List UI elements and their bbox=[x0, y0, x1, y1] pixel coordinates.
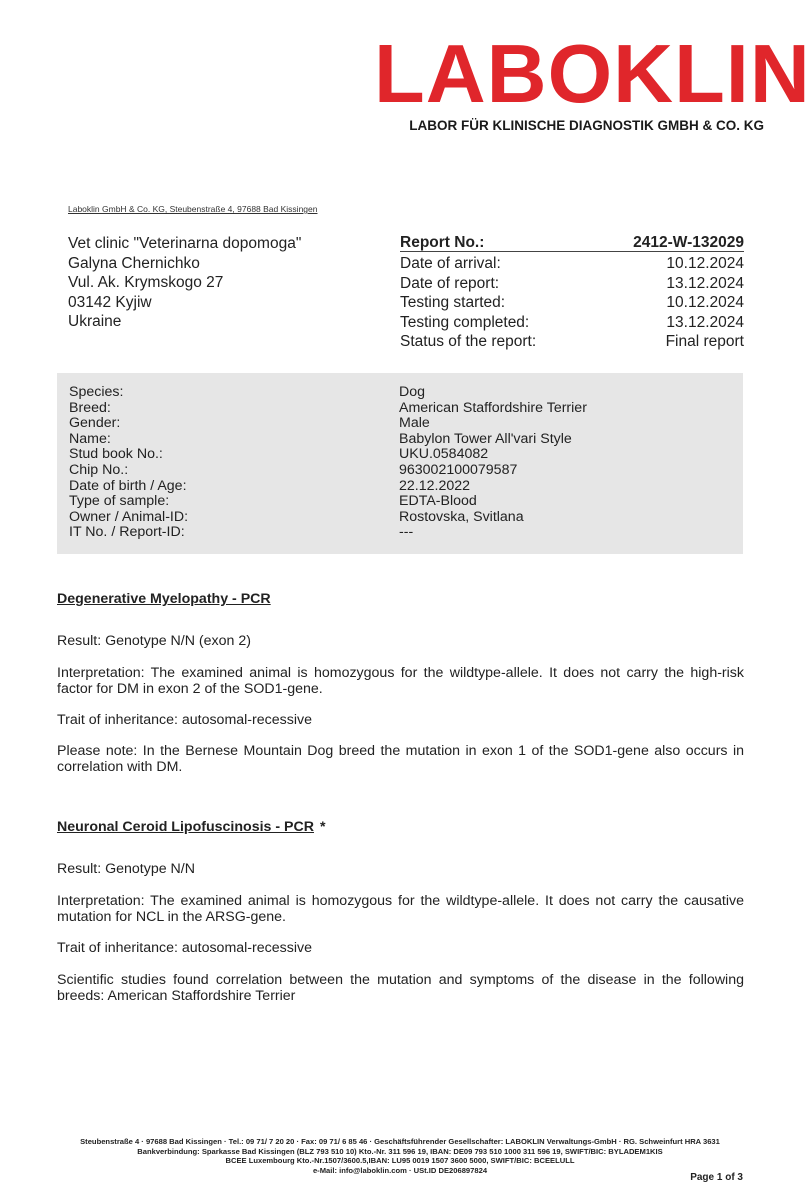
meta-row bbox=[400, 254, 744, 274]
animal-value: 22.12.2022 bbox=[399, 477, 471, 494]
footer-line: BCEE Luxembourg Kto.-Nr.1507/3600.5,IBAN: LU95 0019 1507 3600 5000, SWIFT/BIC: BCEELULL bbox=[225, 1156, 575, 1166]
footer-line: e-Mail: info@laboklin.com · USt.ID DE206897824 bbox=[312, 1165, 488, 1175]
recipient-line: Vet clinic "Veterinarna dopomoga" bbox=[68, 235, 302, 252]
meta-label: Status of the report: bbox=[400, 333, 537, 350]
test-title: Degenerative Myelopathy - PCR bbox=[57, 591, 271, 607]
animal-value: 963002100079587 bbox=[399, 462, 518, 478]
interpretation-text: Interpretation: The examined animal is homozygous for the wildtype-allele. It does not carry the causative mutation for NCL in the ARSG-gene. bbox=[57, 893, 744, 925]
page-number: Page 1 of 3 bbox=[690, 1172, 743, 1183]
laboklin-logo: LABOKLIN bbox=[374, 27, 811, 120]
recipient-line: Ukraine bbox=[68, 313, 122, 330]
animal-value: Babylon Tower All'vari Style bbox=[399, 430, 572, 447]
animal-label: Stud book No.: bbox=[69, 446, 163, 463]
meta-value: 13.12.2024 bbox=[666, 313, 744, 331]
recipient-line: 03142 Kyjiw bbox=[68, 293, 152, 311]
animal-label: Type of sample: bbox=[69, 493, 170, 510]
recipient-address bbox=[68, 234, 368, 332]
result-text: Result: Genotype N/N bbox=[57, 861, 195, 877]
test-title: Neuronal Ceroid Lipofuscinosis - PCR bbox=[57, 819, 314, 835]
animal-value: American Staffordshire Terrier bbox=[399, 399, 587, 416]
animal-label: Gender: bbox=[69, 415, 121, 432]
report-metadata bbox=[400, 234, 744, 352]
test-inheritance bbox=[57, 712, 744, 728]
inheritance-text: Trait of inheritance: autosomal-recessive bbox=[57, 940, 312, 956]
meta-label: Date of report: bbox=[400, 274, 500, 292]
animal-value: Dog bbox=[399, 384, 426, 400]
animal-label: Species: bbox=[69, 384, 124, 400]
recipient-line: Galyna Chernichko bbox=[68, 254, 200, 272]
meta-row bbox=[400, 332, 744, 352]
test-note bbox=[57, 743, 744, 775]
test-result bbox=[57, 861, 744, 877]
footer-line: Steubenstraße 4 · 97688 Bad Kissingen · Tel.: 09 71/ 7 20 20 · Fax: 09 71/ 6 85 46 · Geschäftsführender Gesellschafter: LABOKLIN Verwaltungs-GmbH · RG. Schweinfurt HRA 3631 bbox=[80, 1137, 720, 1146]
meta-row bbox=[400, 274, 744, 294]
meta-value: 13.12.2024 bbox=[666, 274, 744, 292]
meta-row bbox=[400, 313, 744, 333]
logo-subtitle: LABOR FÜR KLINISCHE DIAGNOSTIK GMBH & CO. KG bbox=[409, 118, 764, 133]
page-footer bbox=[0, 1137, 800, 1175]
report-number-row bbox=[400, 234, 744, 252]
meta-value: Final report bbox=[665, 333, 744, 350]
recipient-line: Vul. Ak. Krymskogo 27 bbox=[68, 274, 224, 291]
interpretation-text: Interpretation: The examined animal is homozygous for the wildtype-allele. It does not carry the high-risk factor for DM in exon 2 of the SOD1-gene. bbox=[57, 665, 744, 697]
footer-line: Bankverbindung: Sparkasse Bad Kissingen (BLZ 793 510 10) Kto.-Nr. 311 596 19, IBAN: DE09 793 510 1000 311 596 19, SWIFT/BIC: BYLADEM1KIS bbox=[137, 1146, 663, 1156]
animal-value: EDTA-Blood bbox=[399, 493, 477, 510]
accreditation-star: * bbox=[319, 819, 326, 835]
meta-label: Date of arrival: bbox=[400, 255, 501, 272]
note-text: Scientific studies found correlation between the mutation and symptoms of the disease in the following breeds: American Staffordshire Terrier bbox=[57, 972, 744, 1004]
animal-label: Name: bbox=[69, 430, 111, 447]
test-interpretation bbox=[57, 665, 744, 697]
animal-value: Male bbox=[399, 415, 430, 432]
animal-label: Breed: bbox=[69, 399, 111, 416]
animal-label: Owner / Animal-ID: bbox=[69, 508, 189, 525]
test-result bbox=[57, 633, 744, 649]
test-note bbox=[57, 972, 744, 1004]
report-number-value: 2412-W-132029 bbox=[633, 234, 744, 251]
report-number-label: Report No.: bbox=[400, 234, 485, 251]
meta-value: 10.12.2024 bbox=[666, 294, 744, 311]
test-inheritance bbox=[57, 940, 744, 956]
sender-address-line: Laboklin GmbH & Co. KG, Steubenstraße 4, 97688 Bad Kissingen bbox=[68, 204, 318, 214]
meta-value: 10.12.2024 bbox=[666, 255, 744, 272]
animal-label: Date of birth / Age: bbox=[69, 477, 187, 494]
animal-value: UKU.0584082 bbox=[399, 446, 489, 463]
note-text: Please note: In the Bernese Mountain Dog breed the mutation in exon 1 of the SOD1-gene also occurs in correlation with DM. bbox=[57, 743, 744, 775]
test-interpretation bbox=[57, 893, 744, 925]
test-section-dm bbox=[57, 591, 744, 607]
animal-label: IT No. / Report-ID: bbox=[69, 524, 185, 541]
meta-label: Testing completed: bbox=[400, 313, 530, 331]
letterhead bbox=[374, 27, 811, 133]
animal-value: --- bbox=[399, 524, 414, 541]
inheritance-text: Trait of inheritance: autosomal-recessive bbox=[57, 712, 312, 728]
test-section-ncl bbox=[57, 819, 744, 835]
animal-details-box bbox=[57, 373, 743, 554]
animal-value: Rostovska, Svitlana bbox=[399, 508, 524, 525]
meta-row bbox=[400, 293, 744, 313]
result-text: Result: Genotype N/N (exon 2) bbox=[57, 633, 251, 649]
meta-label: Testing started: bbox=[400, 294, 506, 311]
animal-label: Chip No.: bbox=[69, 462, 129, 478]
